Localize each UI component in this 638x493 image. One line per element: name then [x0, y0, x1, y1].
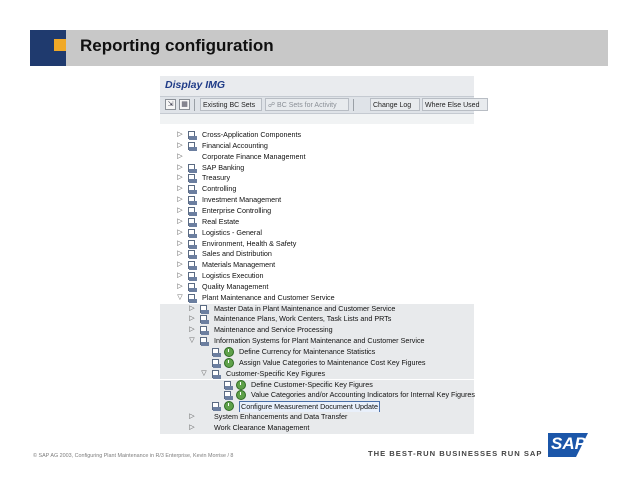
tree-row-label[interactable]: Logistics - General	[202, 227, 262, 237]
tree-row-label[interactable]: Value Categories and/or Accounting Indicators for Internal Key Figures	[251, 390, 476, 400]
documentation-icon[interactable]	[199, 314, 209, 324]
expand-icon[interactable]: ▷	[177, 141, 183, 149]
bc-sets-for-activity-label: BC Sets for Activity	[277, 102, 337, 109]
tree-row[interactable]	[160, 195, 474, 206]
tree-row[interactable]	[160, 217, 474, 228]
documentation-icon[interactable]	[187, 271, 197, 281]
tree-row[interactable]	[160, 173, 474, 184]
documentation-icon[interactable]	[211, 358, 221, 368]
documentation-icon[interactable]	[223, 390, 233, 400]
tree-row-label[interactable]: Work Clearance Management	[214, 422, 310, 432]
tree-row[interactable]	[160, 228, 474, 239]
existing-bc-sets-button[interactable]: Existing BC Sets	[200, 98, 262, 111]
where-else-used-button[interactable]: Where Else Used	[422, 98, 488, 111]
save-icon[interactable]: ▦	[179, 99, 190, 110]
expand-icon[interactable]: ⇲	[165, 99, 176, 110]
footer-copyright: © SAP AG 2003, Configuring Plant Maintenance in R/3 Enterprise, Kevin Morrise / 8	[33, 453, 234, 459]
window-header	[160, 76, 474, 96]
tree-row-label[interactable]: System Enhancements and Data Transfer	[214, 412, 348, 422]
tree-row-label[interactable]: Define Customer-Specific Key Figures	[251, 379, 373, 389]
tree-row-label[interactable]: Quality Management	[202, 281, 269, 291]
tree-row[interactable]	[160, 358, 474, 369]
tree-row[interactable]	[160, 260, 474, 271]
expand-icon[interactable]: ▷	[177, 131, 183, 138]
title-accent-orange	[54, 39, 66, 51]
documentation-icon[interactable]	[187, 228, 197, 238]
tree-row[interactable]	[160, 184, 474, 195]
tree-row-label[interactable]: Maintenance and Service Processing	[214, 325, 333, 335]
tagline: THE BEST-RUN BUSINESSES RUN SAP	[368, 449, 543, 458]
tree-row[interactable]	[160, 282, 474, 293]
tree-row-label[interactable]: Materials Management	[202, 260, 276, 270]
toolbar-separator	[353, 99, 354, 111]
tree-row-label[interactable]: Customer-Specific Key Figures	[226, 368, 326, 378]
expand-icon[interactable]: ▷	[177, 152, 183, 160]
tree-row-label[interactable]: Financial Accounting	[202, 140, 268, 150]
tree-row-label[interactable]: Define Currency for Maintenance Statistics	[239, 347, 376, 356]
tree-row[interactable]	[160, 390, 474, 401]
tree-row-label[interactable]: SAP Banking	[202, 162, 245, 172]
documentation-icon[interactable]	[187, 260, 197, 270]
tree-row-label[interactable]: Real Estate	[202, 216, 240, 226]
toolbar	[160, 96, 480, 114]
expand-icon[interactable]: ▷	[177, 174, 183, 182]
expand-icon[interactable]: ▷	[177, 250, 183, 258]
documentation-icon[interactable]	[199, 336, 209, 346]
tree-row-label[interactable]: Configure Measurement Document Update	[239, 401, 380, 414]
tree-row-label[interactable]: Controlling	[202, 184, 237, 194]
expand-icon[interactable]: ▷	[189, 413, 195, 421]
tree-row[interactable]	[160, 206, 474, 217]
documentation-icon[interactable]	[187, 141, 197, 151]
expand-icon[interactable]: ▷	[177, 282, 183, 290]
execute-clock-icon[interactable]	[236, 390, 246, 400]
tree-row-label[interactable]: Corporate Finance Management	[202, 151, 306, 161]
documentation-icon[interactable]	[223, 380, 233, 390]
tree-row[interactable]	[160, 401, 474, 412]
tree-row[interactable]	[160, 336, 474, 347]
expand-icon[interactable]: ▷	[177, 163, 183, 171]
tree-row-label[interactable]: Maintenance Plans, Work Centers, Task Lists and PRTs	[214, 314, 392, 324]
documentation-icon[interactable]	[187, 173, 197, 183]
slide-title: Reporting configuration	[80, 36, 274, 55]
expand-icon[interactable]: ▷	[189, 326, 195, 334]
documentation-icon[interactable]	[187, 293, 197, 303]
tree-row-label[interactable]: Cross-Application Components	[202, 130, 302, 139]
tree-row-label[interactable]: Enterprise Controlling	[202, 205, 272, 215]
bc-sets-icon: ☍	[268, 102, 278, 109]
tree-row-label[interactable]: Logistics Execution	[202, 271, 264, 281]
bc-sets-for-activity-button[interactable]	[265, 98, 349, 111]
execute-clock-icon[interactable]	[224, 358, 234, 368]
tree-row[interactable]	[160, 380, 474, 391]
documentation-icon[interactable]	[211, 401, 221, 411]
tree-row[interactable]	[160, 369, 474, 380]
tree-row-label[interactable]: Information Systems for Plant Maintenance and Customer Service	[214, 336, 425, 346]
expand-icon[interactable]: ▷	[177, 196, 183, 204]
tree-row[interactable]	[160, 304, 474, 315]
tree-row[interactable]	[160, 347, 474, 358]
documentation-icon[interactable]	[187, 184, 197, 194]
tree-row-label[interactable]: Treasury	[202, 173, 231, 183]
sap-display-img-window	[160, 76, 480, 440]
tree-row[interactable]	[160, 314, 474, 325]
expand-icon[interactable]: ▷	[177, 272, 183, 280]
tree-row[interactable]	[160, 325, 474, 336]
expand-icon[interactable]: ▷	[177, 228, 183, 236]
tree-row-label[interactable]: Plant Maintenance and Customer Service	[202, 292, 335, 302]
expand-icon[interactable]: ▷	[177, 261, 183, 269]
tree-row[interactable]	[160, 130, 474, 141]
execute-clock-icon[interactable]	[236, 380, 246, 390]
tree-row-label[interactable]: Assign Value Categories to Maintenance Cost Key Figures	[239, 357, 426, 367]
tree-row[interactable]	[160, 141, 474, 152]
change-log-button[interactable]: Change Log	[370, 98, 420, 111]
documentation-icon[interactable]	[211, 347, 221, 357]
expand-icon[interactable]: ▷	[177, 185, 183, 193]
window-title: Display IMG	[165, 79, 226, 91]
execute-clock-icon[interactable]	[224, 347, 234, 357]
expand-icon[interactable]: ▷	[189, 315, 195, 323]
documentation-icon[interactable]	[187, 282, 197, 292]
tree-row[interactable]	[160, 412, 474, 423]
tree-row[interactable]	[160, 293, 474, 304]
execute-clock-icon[interactable]	[224, 401, 234, 411]
tree-row[interactable]	[160, 239, 474, 250]
expand-icon[interactable]: ▷	[189, 304, 195, 312]
tree-row[interactable]	[160, 423, 474, 434]
toolbar-separator	[194, 99, 195, 111]
documentation-icon[interactable]	[187, 249, 197, 259]
tree-row-label[interactable]: Master Data in Plant Maintenance and Customer Service	[214, 303, 396, 313]
tree-row-label[interactable]: Sales and Distribution	[202, 249, 272, 259]
tree-row-label[interactable]: Environment, Health & Safety	[202, 238, 297, 248]
collapse-icon[interactable]: ▽	[201, 369, 207, 377]
sap-logo-text: SAP	[551, 434, 586, 453]
documentation-icon[interactable]	[187, 195, 197, 205]
documentation-icon[interactable]	[211, 369, 221, 379]
documentation-icon[interactable]	[187, 163, 197, 173]
expand-icon[interactable]: ▷	[177, 217, 183, 225]
documentation-icon[interactable]	[187, 206, 197, 216]
expand-icon[interactable]: ▷	[177, 239, 183, 247]
documentation-icon[interactable]	[187, 217, 197, 227]
documentation-icon[interactable]	[187, 239, 197, 249]
tree-row[interactable]	[160, 249, 474, 260]
img-tree	[160, 124, 474, 440]
expand-icon[interactable]: ▷	[189, 423, 195, 431]
documentation-icon[interactable]	[199, 325, 209, 335]
tree-row-label[interactable]: Investment Management	[202, 195, 282, 205]
collapse-icon[interactable]: ▽	[189, 337, 195, 345]
documentation-icon[interactable]	[199, 304, 209, 314]
documentation-icon[interactable]	[187, 130, 197, 140]
tree-row[interactable]	[160, 152, 474, 163]
tree-row[interactable]	[160, 163, 474, 174]
tree-row[interactable]	[160, 271, 474, 282]
expand-icon[interactable]: ▷	[177, 206, 183, 214]
collapse-icon[interactable]: ▽	[177, 293, 183, 301]
